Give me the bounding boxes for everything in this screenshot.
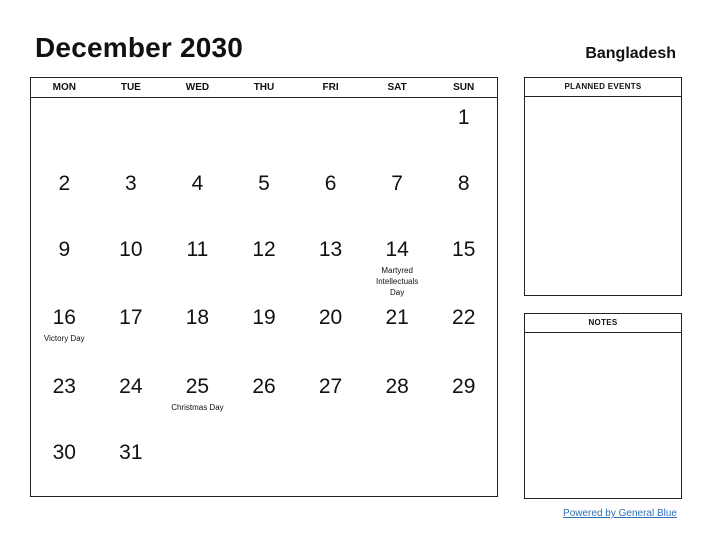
day-cell [297,98,364,164]
day-number: 22 [452,306,476,329]
day-cell [98,164,165,230]
day-number: 17 [119,306,143,329]
weekday-wed: WED [185,82,210,93]
day-number: 7 [391,172,403,195]
day-number [31,98,98,106]
day-cell [430,298,497,367]
day-number [98,98,165,106]
holiday-label: Victory Day [43,334,85,343]
day-cell [231,433,298,498]
day-cell [364,367,431,433]
weekday-sun: SUN [453,82,475,93]
day-number: 6 [324,172,337,195]
day-number: 11 [186,238,209,261]
holiday-label: Martyred Intellectuals Day [376,266,419,297]
holiday-label: Christmas Day [171,403,224,412]
day-cell [31,367,98,433]
day-cell [31,230,98,298]
page-title: December 2030 [35,32,244,63]
day-number: 18 [185,306,210,329]
day-cell [98,98,165,164]
notes-panel [524,313,682,499]
day-cell [31,98,98,164]
day-number: 19 [252,306,276,329]
day-number: 3 [125,172,137,195]
day-number: 27 [318,375,343,398]
day-number [231,433,298,441]
day-cell [231,230,298,298]
day-cell [31,164,98,230]
day-cell [231,298,298,367]
day-number [364,98,431,106]
weekday-tue: TUE [120,82,141,93]
day-cell [430,367,497,433]
day-cell [98,298,165,367]
weekday-fri: FRI [322,82,339,93]
day-cell [430,98,497,164]
day-cell [164,230,231,298]
country-label: Bangladesh [585,45,676,62]
weekday-thu: THU [253,82,275,93]
day-number: 1 [457,106,470,129]
weekday-mon: MON [52,82,76,93]
day-number: 31 [119,441,143,464]
day-number: 21 [385,306,409,329]
day-number: 8 [457,172,470,195]
day-cell [98,230,165,298]
day-number [164,433,231,441]
day-number: 28 [385,375,409,398]
day-cell [164,98,231,164]
weekday-header-row [31,78,497,98]
day-cell [231,164,298,230]
day-cell [364,164,431,230]
calendar-grid [30,77,498,497]
day-cell [31,298,98,367]
powered-by-link[interactable]: Powered by General Blue [563,508,677,519]
day-number: 10 [119,238,143,261]
day-cell [164,298,231,367]
day-number: 14 [385,238,409,261]
day-cell [364,298,431,367]
day-number: 13 [318,238,343,261]
day-cell [430,230,497,298]
day-cell [231,367,298,433]
day-number: 25 [185,375,210,398]
planned-events-heading: PLANNED EVENTS [525,78,681,97]
day-number [297,98,364,106]
day-number [231,98,298,106]
day-number: 26 [252,375,276,398]
day-cell [98,367,165,433]
notes-heading: NOTES [525,314,681,333]
day-number: 20 [318,306,343,329]
day-cell [364,98,431,164]
day-number: 30 [52,441,76,464]
day-cell [297,433,364,498]
day-number: 16 [52,306,76,329]
day-cell [164,367,231,433]
day-cell [164,164,231,230]
planned-events-panel [524,77,682,296]
day-number [430,433,497,441]
day-cell [430,164,497,230]
day-number [297,433,364,441]
day-number: 24 [119,375,143,398]
day-number [364,433,431,441]
day-cell [364,433,431,498]
day-cell [297,367,364,433]
day-number [164,98,231,106]
day-cell [430,433,497,498]
day-number: 23 [52,375,76,398]
day-number: 5 [258,172,270,195]
day-cell [297,164,364,230]
day-cell [164,433,231,498]
day-number: 12 [252,238,276,261]
weekday-sat: SAT [387,82,407,93]
day-cell [297,298,364,367]
day-cell [364,230,431,298]
day-number: 2 [58,172,71,195]
day-number: 29 [452,375,476,398]
day-cell [231,98,298,164]
day-number: 15 [452,238,476,261]
day-cell [31,433,98,498]
day-cell [98,433,165,498]
day-number: 4 [191,172,204,195]
day-number: 9 [58,238,71,261]
day-cell [297,230,364,298]
calendar-weeks [31,98,497,498]
